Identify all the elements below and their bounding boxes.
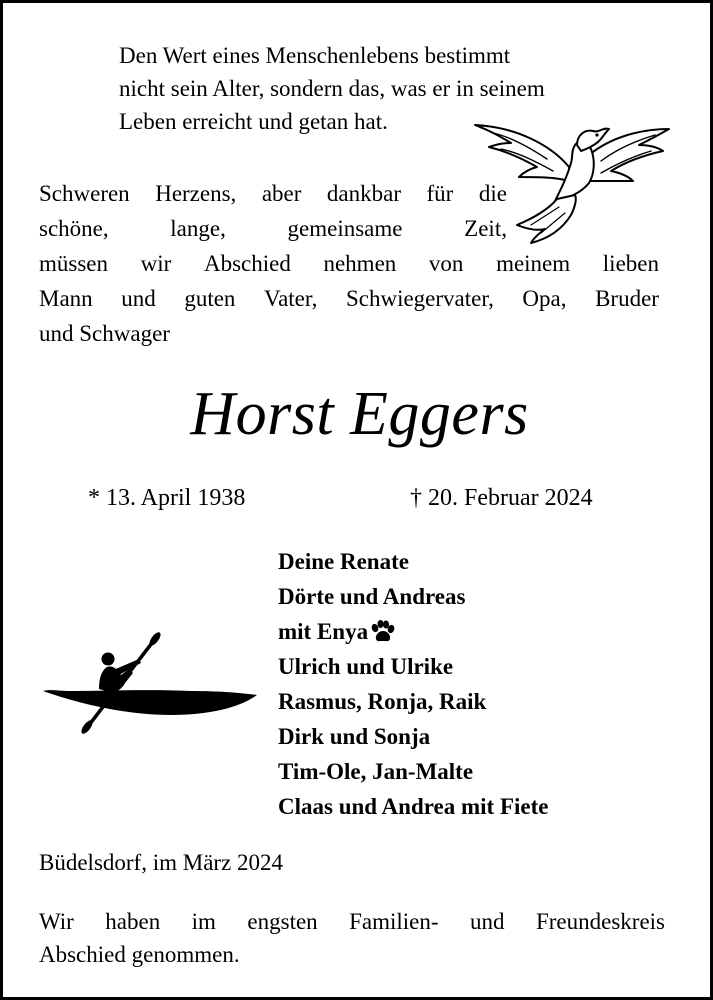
closing-line-1: Wir haben im engsten Familien- und Freundeskreis — [39, 909, 665, 934]
deceased-name: Horst Eggers — [190, 380, 529, 448]
birth-date: * 13. April 1938 — [88, 485, 246, 511]
intro-line-3: müssen wir Abschied nehmen von meinem lieben — [39, 251, 659, 276]
quote-line: Leben erreicht und getan hat. — [119, 109, 388, 134]
mourner-line: Rasmus, Ronja, Raik — [278, 689, 487, 714]
intro-line-5: und Schwager — [39, 321, 170, 346]
mourner-line: Dörte und Andreas — [278, 584, 466, 609]
mourner-line: Claas und Andrea mit Fiete — [278, 794, 549, 819]
mourner-line: Dirk und Sonja — [278, 724, 431, 749]
intro-line-4: Mann und guten Vater, Schwiegervater, Opa, Bruder — [39, 286, 659, 311]
mourner-line: Ulrich und Ulrike — [278, 654, 454, 679]
quote-line: nicht sein Alter, sondern das, was er in seinem — [119, 76, 545, 101]
mourner-line: Deine Renate — [278, 549, 409, 574]
quote-line: Den Wert eines Menschenlebens bestimmt — [119, 43, 511, 68]
mourners-list — [278, 544, 548, 824]
closing-line-2: Abschied genommen. — [39, 942, 240, 967]
closing-text — [39, 905, 665, 971]
death-date: † 20. Februar 2024 — [410, 485, 593, 511]
mourner-line: Tim-Ole, Jan-Malte — [278, 759, 474, 784]
intro-line-1: Schweren Herzens, aber dankbar für die — [39, 181, 507, 206]
kayaker-icon — [41, 631, 261, 736]
mourner-line: mit Enya — [278, 619, 369, 644]
mourner-line-with-paw — [278, 614, 548, 649]
place-and-date: Büdelsdorf, im März 2024 — [39, 850, 284, 875]
intro-line-2: schöne, lange, gemeinsame Zeit, — [39, 216, 507, 241]
intro-text — [39, 176, 659, 351]
paw-print-icon — [369, 620, 395, 644]
